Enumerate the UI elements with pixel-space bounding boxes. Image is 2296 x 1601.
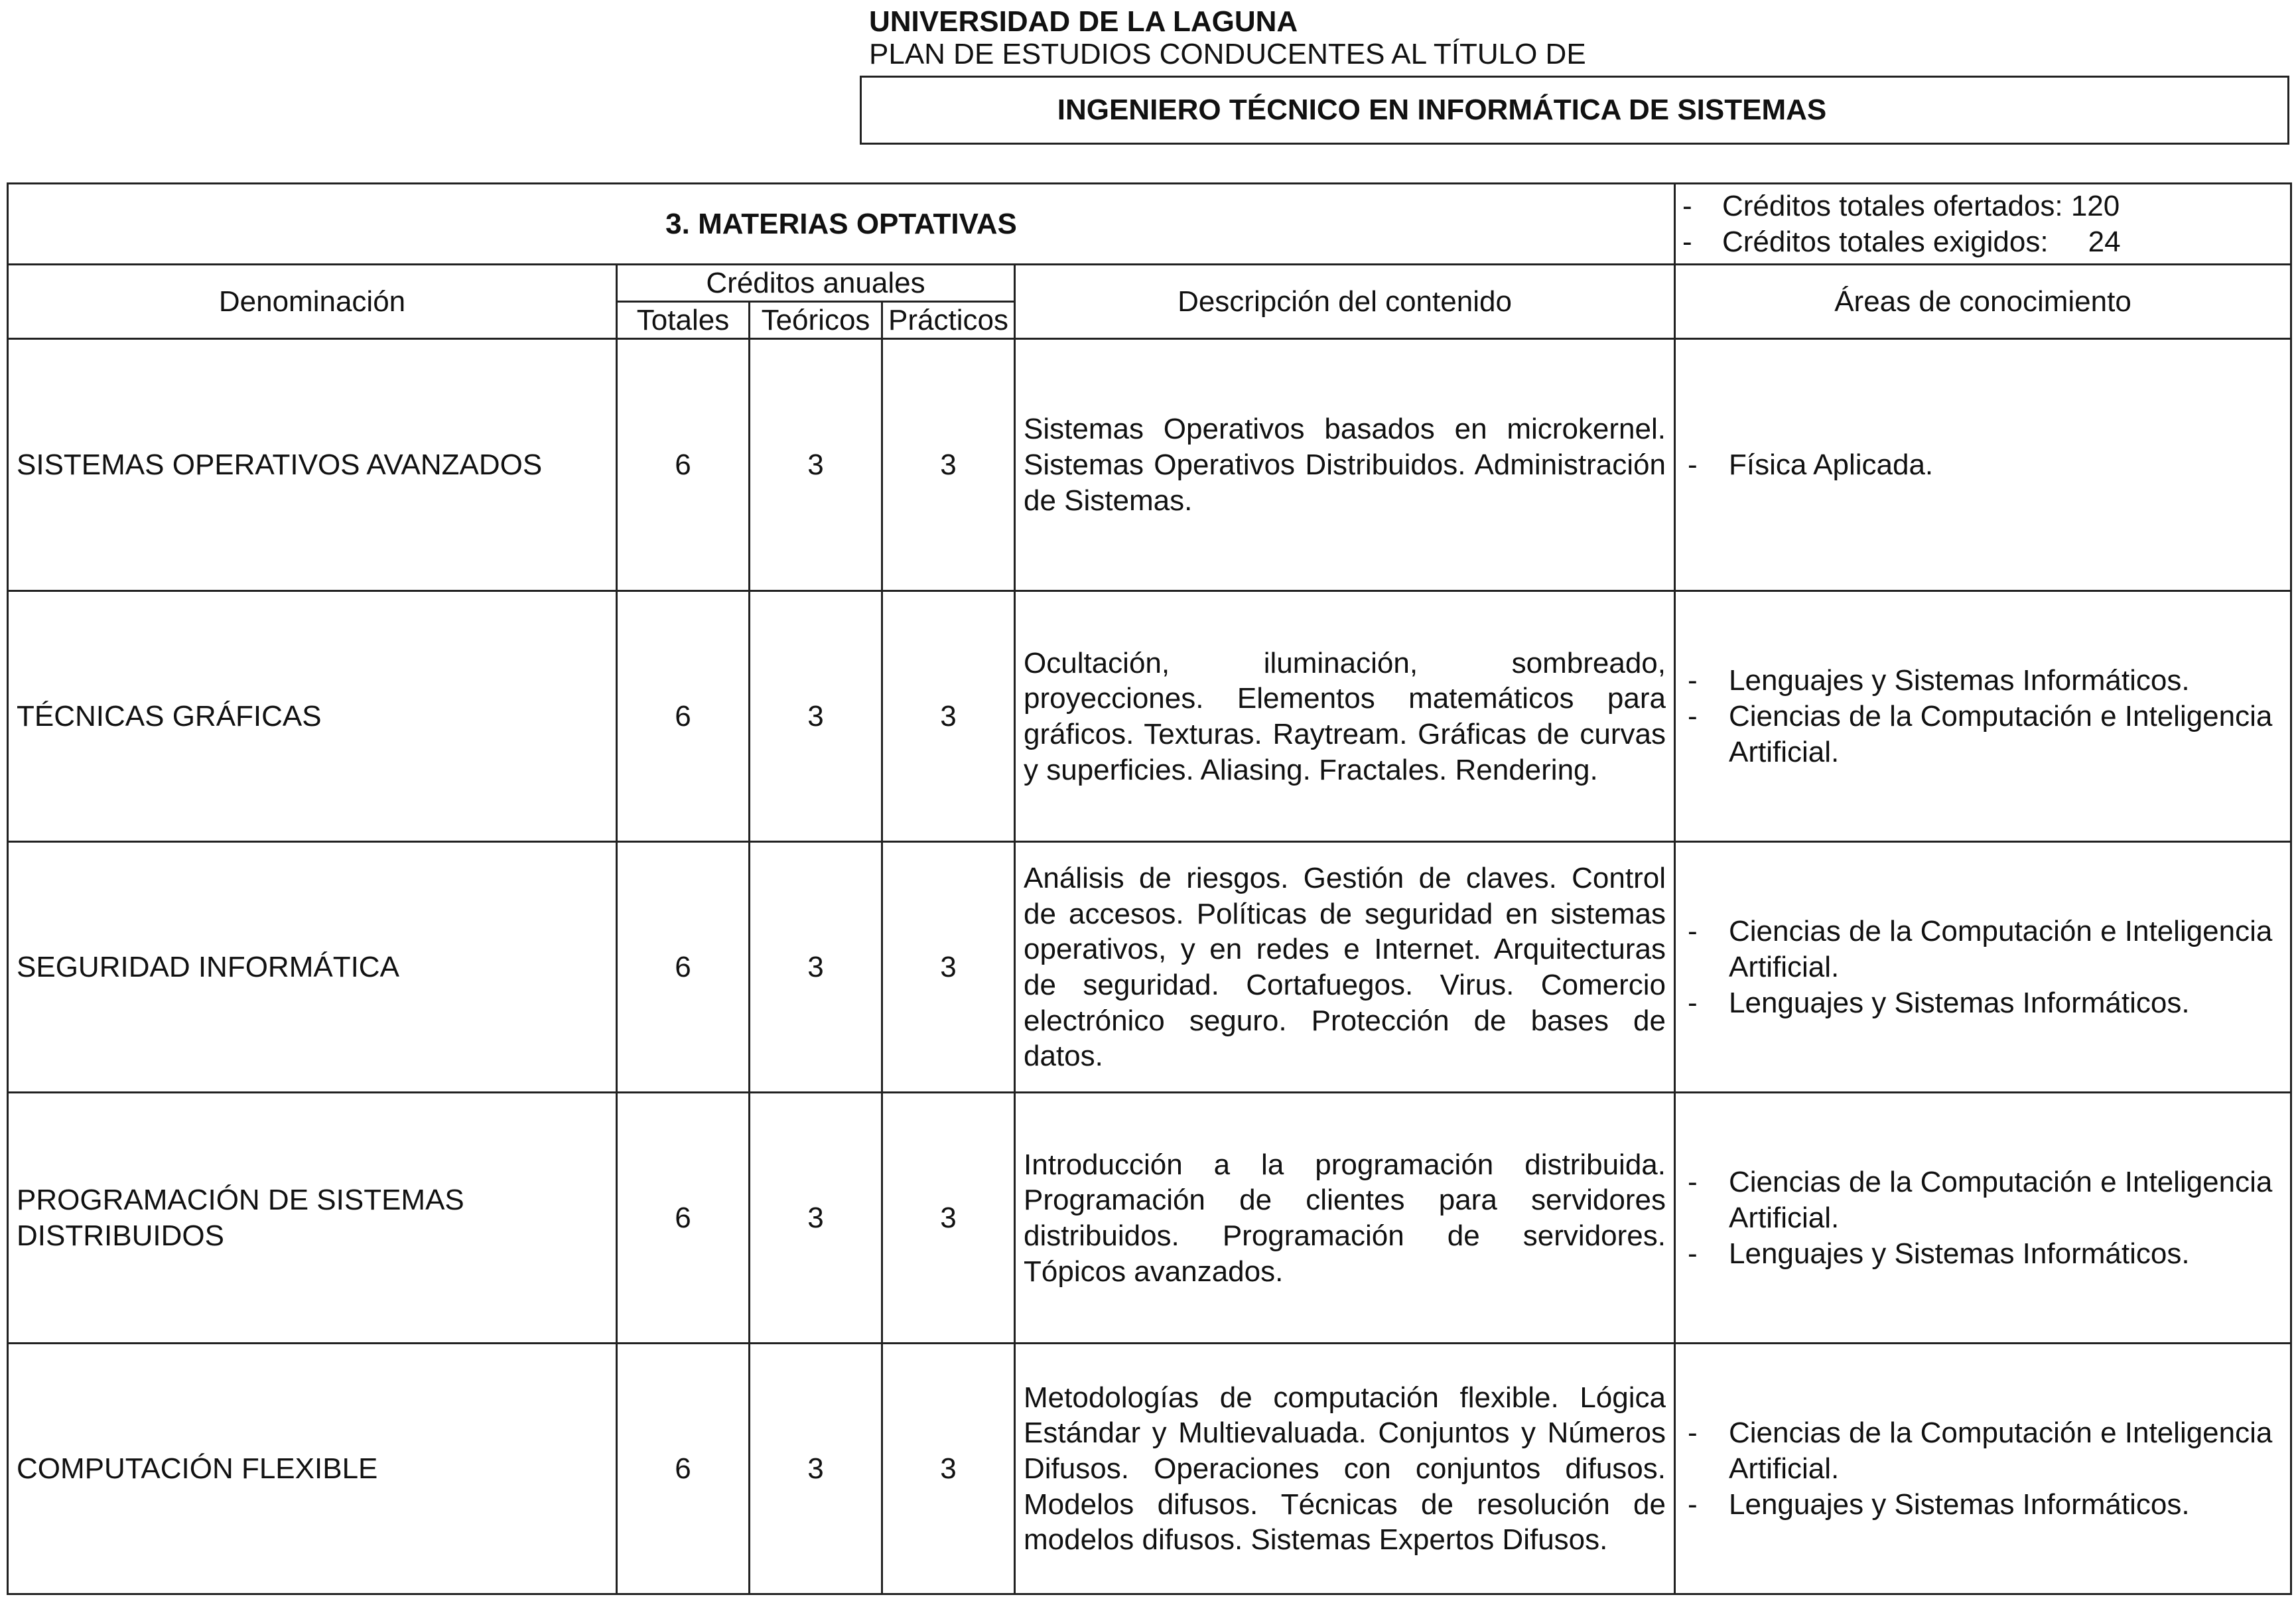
table-row bbox=[8, 1344, 2291, 1594]
col-totales-header: Totales bbox=[617, 302, 750, 339]
subject-name: SEGURIDAD INFORMÁTICA bbox=[8, 842, 617, 1093]
subject-description: Sistemas Operativos basados en microkernel. Sistemas Operativos Distribuidos. Administración de Sistemas. bbox=[1015, 339, 1675, 591]
subject-name: COMPUTACIÓN FLEXIBLE bbox=[8, 1344, 617, 1594]
university-name: UNIVERSIDAD DE LA LAGUNA bbox=[869, 5, 1298, 38]
credits-totales: 6 bbox=[617, 591, 750, 842]
col-description-header: Descripción del contenido bbox=[1015, 265, 1675, 339]
area-bullet: - bbox=[1688, 1237, 1698, 1270]
area-bullet: - bbox=[1688, 700, 1698, 732]
column-header-row bbox=[8, 265, 2291, 302]
knowledge-areas bbox=[1675, 339, 2291, 591]
area-item bbox=[1682, 1236, 2283, 1272]
area-text: Ciencias de la Computación e Inteligencia Artificial. bbox=[1729, 1417, 2273, 1485]
table-row bbox=[8, 842, 2291, 1093]
subject-description: Análisis de riesgos. Gestión de claves. Control de accesos. Políticas de seguridad en sistemas operativos, y en redes e Internet. Arquitecturas de seguridad. Cortafuegos. Virus. Comercio electrónico seguro. Protección de bases de datos. bbox=[1015, 842, 1675, 1093]
degree-title: INGENIERO TÉCNICO EN INFORMÁTICA DE SISTEMAS bbox=[1057, 94, 1827, 126]
plan-title: PLAN DE ESTUDIOS CONDUCENTES AL TÍTULO DE bbox=[869, 38, 1586, 71]
knowledge-areas bbox=[1675, 842, 2291, 1093]
knowledge-areas bbox=[1675, 1344, 2291, 1594]
knowledge-areas bbox=[1675, 1093, 2291, 1344]
credit-totals: - Créditos totales ofertados: 120 - Créditos totales exigidos: 24 bbox=[1675, 184, 2291, 265]
knowledge-areas bbox=[1675, 591, 2291, 842]
credits-practicos: 3 bbox=[882, 1344, 1015, 1594]
area-item bbox=[1682, 1487, 2283, 1523]
area-bullet: - bbox=[1688, 986, 1698, 1019]
credits-teoricos: 3 bbox=[750, 1344, 882, 1594]
credits-practicos: 3 bbox=[882, 591, 1015, 842]
area-text: Lenguajes y Sistemas Informáticos. bbox=[1729, 986, 2190, 1019]
area-text: Ciencias de la Computación e Inteligencia Artificial. bbox=[1729, 700, 2273, 768]
credits-teoricos: 3 bbox=[750, 591, 882, 842]
subject-description: Ocultación, iluminación, sombreado, proyecciones. Elementos matemáticos para gráficos. Texturas. Raytream. Gráficas de curvas y superficies. Aliasing. Fractales. Rendering. bbox=[1015, 591, 1675, 842]
table-row bbox=[8, 1093, 2291, 1344]
area-text: Lenguajes y Sistemas Informáticos. bbox=[1729, 1237, 2190, 1270]
credits-totales: 6 bbox=[617, 1093, 750, 1344]
col-practicos-header: Prácticos bbox=[882, 302, 1015, 339]
area-text: Ciencias de la Computación e Inteligencia Artificial. bbox=[1729, 1166, 2273, 1234]
area-text: Lenguajes y Sistemas Informáticos. bbox=[1729, 664, 2190, 697]
degree-title-box bbox=[860, 76, 2289, 145]
area-text: Ciencias de la Computación e Inteligencia Artificial. bbox=[1729, 915, 2273, 983]
credits-offered: Créditos totales ofertados: 120 bbox=[1722, 190, 2120, 222]
subject-description: Metodologías de computación flexible. Lógica Estándar y Multievaluada. Conjuntos y Números Difusos. Operaciones con conjuntos difusos. Modelos difusos. Técnicas de resolución de modelos difusos. Sistemas Expertos Difusos. bbox=[1015, 1344, 1675, 1594]
credits-practicos: 3 bbox=[882, 842, 1015, 1093]
area-item bbox=[1682, 447, 2283, 483]
col-teoricos-header: Teóricos bbox=[750, 302, 882, 339]
credits-totales: 6 bbox=[617, 339, 750, 591]
credits-practicos: 3 bbox=[882, 1093, 1015, 1344]
section-title-text: 3. MATERIAS OPTATIVAS bbox=[665, 207, 1017, 240]
subjects-table bbox=[7, 182, 2292, 1595]
document-header bbox=[869, 5, 1586, 71]
area-bullet: - bbox=[1688, 1417, 1698, 1450]
credits-totales: 6 bbox=[617, 842, 750, 1093]
area-item bbox=[1682, 985, 2283, 1021]
section-title bbox=[8, 184, 1675, 265]
credits-teoricos: 3 bbox=[750, 1093, 882, 1344]
subject-description: Introducción a la programación distribuida. Programación de clientes para servidores distribuidos. Programación de servidores. Tópicos avanzados. bbox=[1015, 1093, 1675, 1344]
area-item bbox=[1682, 1164, 2283, 1235]
credits-totales: 6 bbox=[617, 1344, 750, 1594]
area-bullet: - bbox=[1688, 449, 1698, 481]
col-name-header: Denominación bbox=[8, 265, 617, 339]
subject-name: TÉCNICAS GRÁFICAS bbox=[8, 591, 617, 842]
area-bullet: - bbox=[1688, 1166, 1698, 1199]
area-bullet: - bbox=[1688, 664, 1698, 697]
subject-name: PROGRAMACIÓN DE SISTEMAS DISTRIBUIDOS bbox=[8, 1093, 617, 1344]
credits-practicos: 3 bbox=[882, 339, 1015, 591]
area-item bbox=[1682, 663, 2283, 699]
area-text: Lenguajes y Sistemas Informáticos. bbox=[1729, 1488, 2190, 1521]
col-credits-header: Créditos anuales bbox=[617, 265, 1015, 302]
area-item bbox=[1682, 914, 2283, 985]
table-row bbox=[8, 591, 2291, 842]
credits-required-value: 24 bbox=[2088, 225, 2121, 258]
area-text: Física Aplicada. bbox=[1729, 449, 1934, 481]
credits-teoricos: 3 bbox=[750, 842, 882, 1093]
area-item bbox=[1682, 699, 2283, 770]
table-row bbox=[8, 339, 2291, 591]
section-row bbox=[8, 184, 2291, 265]
subject-name: SISTEMAS OPERATIVOS AVANZADOS bbox=[8, 339, 617, 591]
area-bullet: - bbox=[1688, 1488, 1698, 1521]
area-item bbox=[1682, 1415, 2283, 1486]
credits-required-label: Créditos totales exigidos: bbox=[1722, 225, 2049, 258]
col-areas-header: Áreas de conocimiento bbox=[1675, 265, 2291, 339]
area-bullet: - bbox=[1688, 915, 1698, 948]
credits-teoricos: 3 bbox=[750, 339, 882, 591]
